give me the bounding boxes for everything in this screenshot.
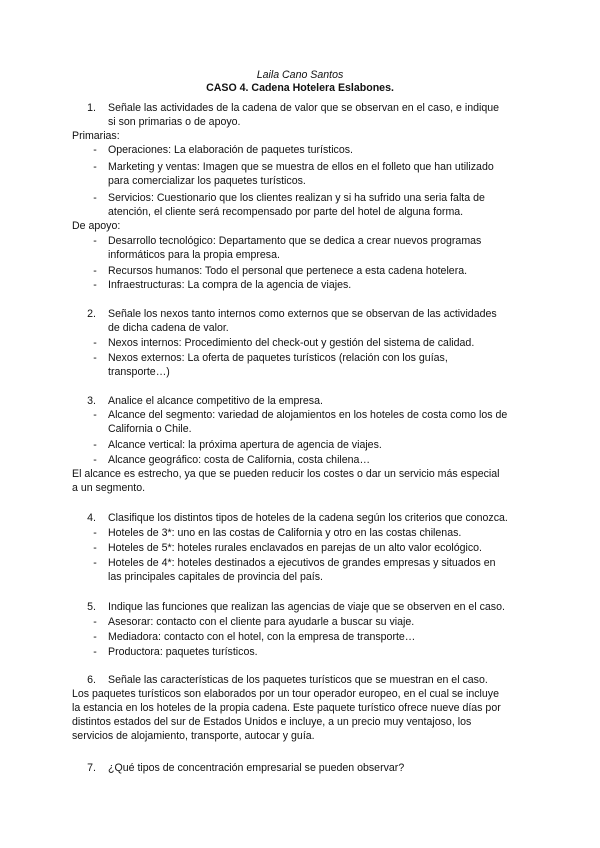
list-item: Productora: paquetes turísticos. [108, 646, 258, 658]
list-item: Hoteles de 3*: uno en las costas de California y otro en las costas chilenas. [108, 527, 462, 539]
list-item: Asesorar: contacto con el cliente para ayudarle a buscar su viaje. [108, 616, 415, 628]
question-text: de dicha cadena de valor. [108, 322, 229, 334]
bullet-dash: - [93, 279, 97, 291]
question-number: 7. [87, 762, 96, 774]
question-text: si son primarias o de apoyo. [108, 116, 241, 128]
list-item: California o Chile. [108, 423, 192, 435]
question-text: Señale los nexos tanto internos como externos que se observan de las actividades [108, 308, 497, 320]
question-number: 6. [87, 674, 96, 686]
list-item: Alcance geográfico: costa de California, costa chilena… [108, 454, 371, 466]
list-item: Recursos humanos: Todo el personal que pertenece a esta cadena hotelera. [108, 265, 468, 277]
question-text: Señale las características de los paquetes turísticos que se muestran en el caso. [108, 674, 488, 686]
question-text: ¿Qué tipos de concentración empresarial se pueden observar? [108, 762, 405, 774]
bullet-dash: - [93, 265, 97, 277]
question-number: 5. [87, 601, 96, 613]
list-item: para comercializar los paquetes turísticos. [108, 175, 306, 187]
list-item: Nexos internos: Procedimiento del check-out y gestión del sistema de calidad. [108, 337, 475, 349]
question-text: Señale las actividades de la cadena de valor que se observan en el caso, e indique [108, 102, 500, 114]
author-name: Laila Cano Santos [256, 69, 344, 81]
bullet-dash: - [93, 454, 97, 466]
list-item: Desarrollo tecnológico: Departamento que se dedica a crear nuevos programas [108, 235, 482, 247]
list-item: informáticos para la propia empresa. [108, 249, 280, 261]
list-item: Alcance vertical: la próxima apertura de agencia de viajes. [108, 439, 382, 451]
bullet-dash: - [93, 527, 97, 539]
bullet-dash: - [93, 337, 97, 349]
bullet-dash: - [93, 409, 97, 421]
paragraph-line: servicios de alojamiento, transporte, autocar y guía. [72, 730, 315, 742]
list-item: Infraestructuras: La compra de la agencia de viajes. [108, 279, 352, 291]
paragraph-line: Los paquetes turísticos son elaborados por un tour operador europeo, en el cual se incluye [72, 688, 499, 700]
bullet-dash: - [93, 235, 97, 247]
bullet-dash: - [93, 542, 97, 554]
document-title: CASO 4. Cadena Hotelera Eslabones. [206, 82, 394, 94]
question-number: 2. [87, 308, 96, 320]
section-label: De apoyo: [72, 220, 121, 232]
bullet-dash: - [93, 631, 97, 643]
list-item: Operaciones: La elaboración de paquetes turísticos. [108, 144, 353, 156]
bullet-dash: - [93, 557, 97, 569]
bullet-dash: - [93, 161, 97, 173]
list-item: atención, el cliente será recompensado por parte del hotel de alguna forma. [108, 206, 464, 218]
paragraph-line: distintos estados del sur de Estados Unidos e incluye, a un precio muy ventajoso, los [72, 716, 472, 728]
bullet-dash: - [93, 144, 97, 156]
question-text: Clasifique los distintos tipos de hoteles de la cadena según los criterios que conozca. [108, 512, 508, 524]
list-item: Marketing y ventas: Imagen que se muestra de ellos en el folleto que han utilizado [108, 161, 494, 173]
list-item: las principales capitales de provincia del país. [108, 571, 323, 583]
bullet-dash: - [93, 646, 97, 658]
bullet-dash: - [93, 439, 97, 451]
list-item: Hoteles de 5*: hoteles rurales enclavados en parejas de un alto valor ecológico. [108, 542, 482, 554]
question-number: 3. [87, 395, 96, 407]
paragraph-line: a un segmento. [72, 482, 146, 494]
list-item: Hoteles de 4*: hoteles destinados a ejecutivos de grandes empresas y situados en [108, 557, 496, 569]
paragraph-line: El alcance es estrecho, ya que se pueden reducir los costes o dar un servicio más especial [72, 468, 500, 480]
question-number: 1. [87, 102, 96, 114]
question-text: Indique las funciones que realizan las agencias de viaje que se observen en el caso. [108, 601, 505, 613]
list-item: Alcance del segmento: variedad de alojamientos en los hoteles de costa como los de [108, 409, 508, 421]
question-number: 4. [87, 512, 96, 524]
bullet-dash: - [93, 616, 97, 628]
bullet-dash: - [93, 192, 97, 204]
section-label: Primarias: [72, 130, 120, 142]
list-item: Nexos externos: La oferta de paquetes turísticos (relación con los guías, [108, 352, 448, 364]
list-item: Mediadora: contacto con el hotel, con la empresa de transporte… [108, 631, 416, 643]
question-text: Analice el alcance competitivo de la empresa. [108, 395, 323, 407]
list-item: Servicios: Cuestionario que los clientes realizan y si ha sufrido una seria falta de [108, 192, 485, 204]
list-item: transporte…) [108, 366, 170, 378]
paragraph-line: la estancia en los hoteles de la propia cadena. Este paquete turístico ofrece nueve días por [72, 702, 501, 714]
bullet-dash: - [93, 352, 97, 364]
